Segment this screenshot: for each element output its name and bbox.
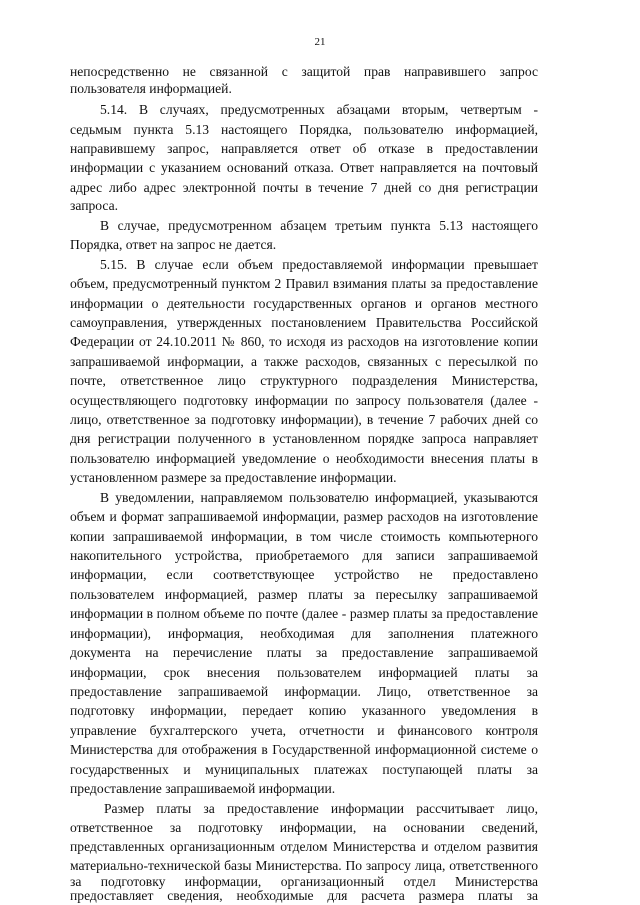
text-line: предоставляет сведения, необходимые для расчета размера платы за <box>70 888 538 903</box>
page-number: 21 <box>314 36 326 48</box>
text-line: непосредственно не связанной с защитой прав направившего запрос <box>70 64 538 79</box>
text-line: информации), информация, необходимая для заполнения платежного <box>70 626 538 641</box>
text-line: установленном размере за предоставление информации. <box>70 470 397 485</box>
text-line: представленных организационным отделом Министерства и отделом развития <box>70 839 538 854</box>
text-line: копии запрашиваемой информации, в том числе стоимость компьютерного <box>70 529 538 544</box>
text-line: направившему запрос, направляется ответ об отказе в предоставлении <box>70 141 538 156</box>
text-line: информации, срок внесения пользователем информацией платы за <box>70 665 538 680</box>
text-line: управление бухгалтерского учета, отчетности и финансового контроля <box>70 723 538 738</box>
text-line: информации в полном объеме по почте (далее - размер платы за предоставление <box>70 606 538 621</box>
text-line: 5.14. В случаях, предусмотренных абзацами вторым, четвертым - <box>100 102 538 117</box>
text-line: объем и формат запрашиваемой информации, размер расходов на изготовление <box>70 509 538 524</box>
text-line: предоставление запрашиваемой информации. Лицо, ответственное за <box>70 684 538 699</box>
text-line: информации о деятельности государственных органов и органов местного <box>70 296 538 311</box>
text-line: лицо, ответственное за подготовку информации), в течение 7 рабочих дней со <box>70 412 538 427</box>
text-line: предоставление запрашиваемой информации. <box>70 781 336 796</box>
text-line: информации, если соответствующее устройство не предоставлено <box>70 567 538 582</box>
text-line: Федерации от 24.10.2011 № 860, то исходя из расходов на изготовление копии <box>70 334 538 349</box>
text-line: пользователя информацией. <box>70 81 232 96</box>
text-line: Министерства для отображения в Государственной информационной системе о <box>70 742 538 757</box>
text-line: почте, ответственное лицо структурного подразделения Министерства, <box>70 373 538 388</box>
text-line: Порядка, ответ на запрос не дается. <box>70 237 277 252</box>
text-line: накопительного устройства, приобретаемого для записи запрашиваемой <box>70 548 538 563</box>
text-line: 5.15. В случае если объем предоставляемой информации превышает <box>100 257 538 272</box>
text-line: В случае, предусмотренном абзацем третьим пункта 5.13 настоящего <box>100 218 538 233</box>
text-line: осуществляющего подготовку информации по запросу пользователя (далее - <box>70 393 538 408</box>
text-line: самоуправления, утвержденных постановлением Правительства Российской <box>70 315 538 330</box>
text-line: запрашиваемой информации, а также расходов, связанных с пересылкой по <box>70 354 538 369</box>
text-line: запроса. <box>70 198 119 213</box>
text-line: за подготовку информации, организационный отдел Министерства <box>70 874 538 889</box>
text-line: объем, предусмотренный пунктом 2 Правил взимания платы за предоставление <box>70 276 538 291</box>
text-line: информации с указанием оснований отказа. Ответ направляется на почтовый <box>70 160 538 175</box>
text-line: адрес либо адрес электронной почты в течение 7 дней со дня регистрации <box>70 180 538 195</box>
text-line: седьмым пункта 5.13 настоящего Порядка, пользователю информацией, <box>70 122 538 137</box>
text-line: пользователем информацией, размер платы за пересылку запрашиваемой <box>70 587 538 602</box>
text-line: пользователю информацией уведомление о необходимости внесения платы в <box>70 451 538 466</box>
text-line: дня регистрации полученного в установленном порядке запроса направляет <box>70 431 538 446</box>
text-line: государственных и муниципальных платежах поступающей платы за <box>70 762 538 777</box>
text-line: В уведомлении, направляемом пользователю информацией, указываются <box>100 490 538 505</box>
text-line: Размер платы за предоставление информации рассчитывает лицо, <box>104 801 538 816</box>
text-line: подготовку информации, передает копию указанного уведомления в <box>70 703 538 718</box>
text-line: ответственное за подготовку информации, на основании сведений, <box>70 820 538 835</box>
text-line: материально-технической базы Министерства. По запросу лица, ответственного <box>70 858 538 873</box>
text-line: документа на перечисление платы за предоставление запрашиваемой <box>70 645 538 660</box>
